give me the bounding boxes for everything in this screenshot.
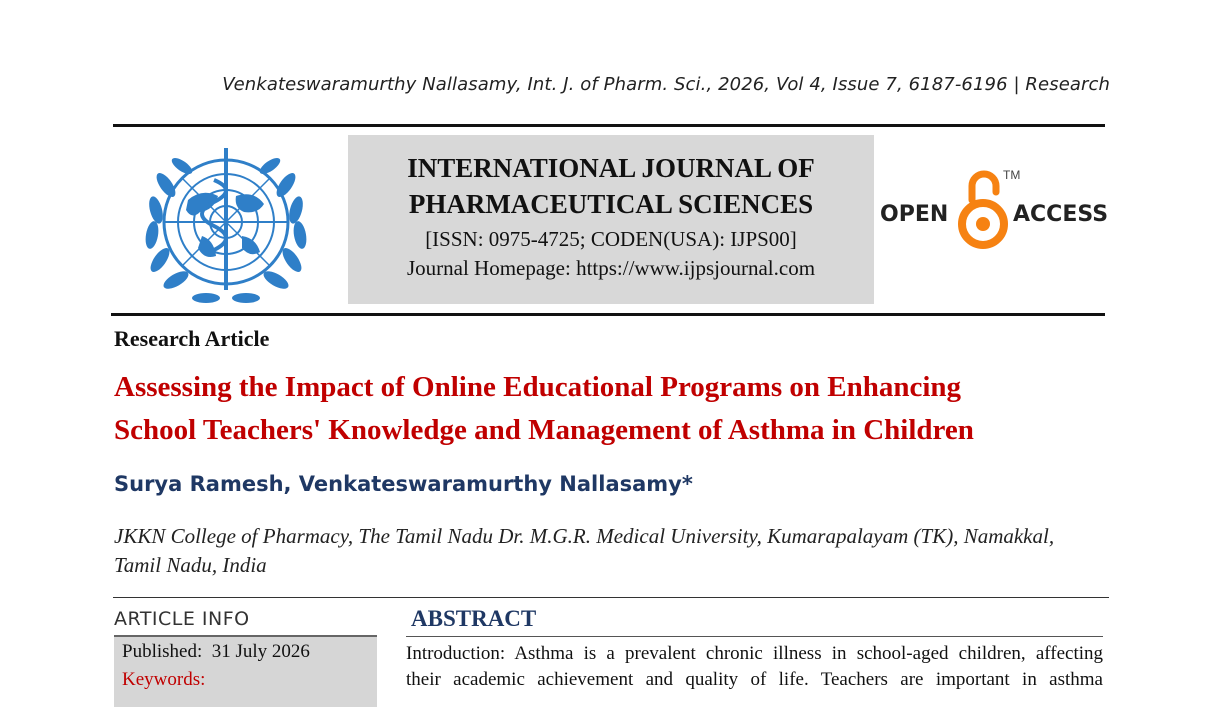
top-rule (113, 124, 1105, 127)
article-title-line1: Assessing the Impact of Online Educational Programs on Enhancing (114, 371, 962, 403)
open-access-trademark: TM (1003, 168, 1021, 182)
masthead-bottom-rule (111, 313, 1105, 316)
section-divider (113, 597, 1109, 598)
published-date: Published: 31 July 2026 (122, 641, 310, 662)
abstract-rule (406, 636, 1103, 637)
article-info-box (114, 637, 377, 707)
open-access-access-label: ACCESS (1013, 202, 1109, 227)
journal-title-line1: INTERNATIONAL JOURNAL OF (407, 153, 815, 183)
journal-homepage-link[interactable]: Journal Homepage: https://www.ijpsjournal.com (406, 256, 816, 280)
affiliation-line1: JKKN College of Pharmacy, The Tamil Nadu Dr. M.G.R. Medical University, Kumarapalayam (TK), Namakkal, (114, 524, 1055, 548)
affiliation-line2: Tamil Nadu, India (114, 553, 267, 577)
author-list: Surya Ramesh, Venkateswaramurthy Nallasamy* (114, 472, 693, 496)
un-emblem-logo (126, 140, 326, 310)
journal-masthead (348, 135, 874, 304)
abstract-line2: their academic achievement and quality of life. Teachers are important in asthma (406, 669, 1103, 690)
keywords-label: Keywords: (122, 669, 206, 690)
abstract-text (406, 641, 1103, 693)
article-title (114, 366, 1114, 452)
article-title-line2: School Teachers' Knowledge and Management of Asthma in Children (114, 414, 974, 446)
open-access-badge (880, 168, 1108, 252)
running-head: Venkateswaramurthy Nallasamy, Int. J. of Pharm. Sci., 2026, Vol 4, Issue 7, 6187-6196 | Research (222, 74, 1110, 95)
journal-issn: [ISSN: 0975-4725; CODEN(USA): IJPS00] (425, 227, 797, 251)
affiliation (114, 522, 1114, 580)
open-access-open-label: OPEN (880, 202, 949, 227)
journal-title (348, 150, 874, 222)
journal-title-line2: PHARMACEUTICAL SCIENCES (408, 189, 814, 219)
abstract-line1: Introduction: Asthma is a prevalent chronic illness in school-aged children, affecting (406, 643, 1103, 664)
article-info-heading: ARTICLE INFO (114, 608, 250, 630)
abstract-heading: ABSTRACT (411, 606, 537, 631)
article-type: Research Article (114, 326, 270, 351)
